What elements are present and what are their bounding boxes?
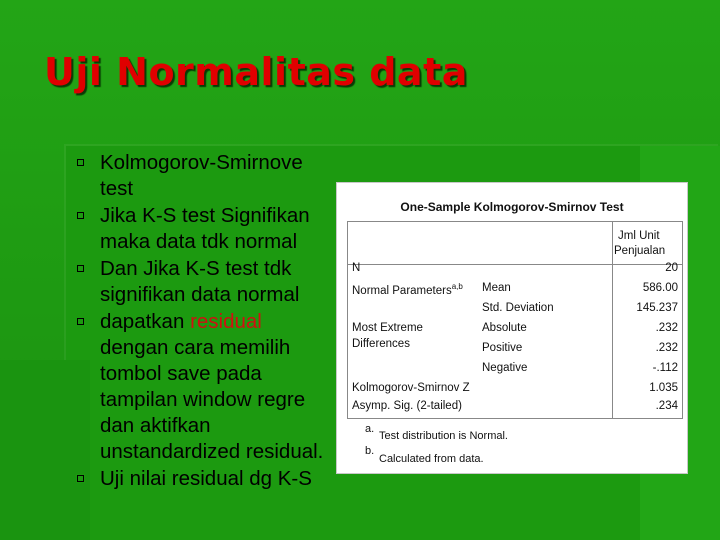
bullet-item [74, 466, 374, 492]
row-value: 20 [665, 262, 678, 274]
bullet-text-line: tampilan window regre [100, 388, 306, 411]
row-value: 1.035 [649, 382, 678, 394]
footnote-text: Calculated from data. [379, 453, 484, 465]
row-value: .234 [655, 400, 678, 412]
row-sublabel: Absolute [482, 322, 527, 334]
bullet-text-line: maka data tdk normal [100, 230, 298, 253]
square-bullet-icon [76, 264, 85, 273]
row-sublabel: Std. Deviation [482, 302, 554, 314]
bullet-item [74, 256, 374, 308]
ks-test-table [347, 221, 683, 419]
square-bullet-icon [76, 158, 85, 167]
bullet-text-line: dan aktifkan [100, 414, 211, 437]
bullet-text-line: Jika K-S test Signifikan [100, 204, 310, 227]
footnote-mark: b. [365, 445, 375, 457]
bullet-text-pre: dapatkan [100, 310, 191, 333]
row-sublabel: Negative [482, 362, 528, 374]
bullet-item [74, 309, 374, 465]
column-header: Jml Unit [618, 230, 660, 242]
bullet-text-line: signifikan data normal [100, 283, 300, 306]
slide-title: Uji Normalitas data [44, 50, 468, 94]
column-header: Penjualan [614, 245, 666, 257]
table-divider [612, 222, 613, 418]
row-value: 145.237 [636, 302, 678, 314]
row-value: .232 [655, 342, 678, 354]
output-table-title: One-Sample Kolmogorov-Smirnov Test [400, 200, 624, 214]
row-sublabel: Mean [482, 282, 511, 294]
highlighted-word: residual [190, 310, 262, 333]
bullet-text-line: unstandardized residual. [100, 440, 324, 463]
row-sublabel: Positive [482, 342, 523, 354]
square-bullet-icon [76, 474, 85, 483]
square-bullet-icon [76, 317, 85, 326]
bullet-text-line: Kolmogorov-Smirnove [100, 151, 303, 174]
row-label: Normal Parameters$^{a,b}$ [352, 282, 463, 297]
row-value: .232 [655, 322, 678, 334]
row-label: Most Extreme [352, 322, 423, 334]
bullet-text-line: Uji nilai residual dg K-S [100, 467, 312, 490]
footnote-mark: a. [365, 423, 375, 435]
bullet-text-line: Dan Jika K-S test tdk [100, 257, 292, 280]
footnote-text: Test distribution is Normal. [379, 430, 508, 442]
bullet-text-line: tombol save pada [100, 362, 262, 385]
row-value: -.112 [652, 362, 678, 374]
bullet-list [74, 150, 374, 493]
bullet-text-line: test [100, 177, 134, 200]
row-label: Kolmogorov-Smirnov Z [352, 382, 470, 394]
bullet-text-line: dengan cara memilih [100, 336, 291, 359]
spss-output-image [336, 182, 688, 474]
bullet-item [74, 203, 374, 255]
row-label: Differences [352, 338, 410, 350]
row-value: 586.00 [642, 282, 678, 294]
bullet-item [74, 150, 374, 202]
row-label: N [352, 262, 361, 274]
square-bullet-icon [76, 211, 85, 220]
row-label: Asymp. Sig. (2-tailed) [352, 400, 462, 412]
